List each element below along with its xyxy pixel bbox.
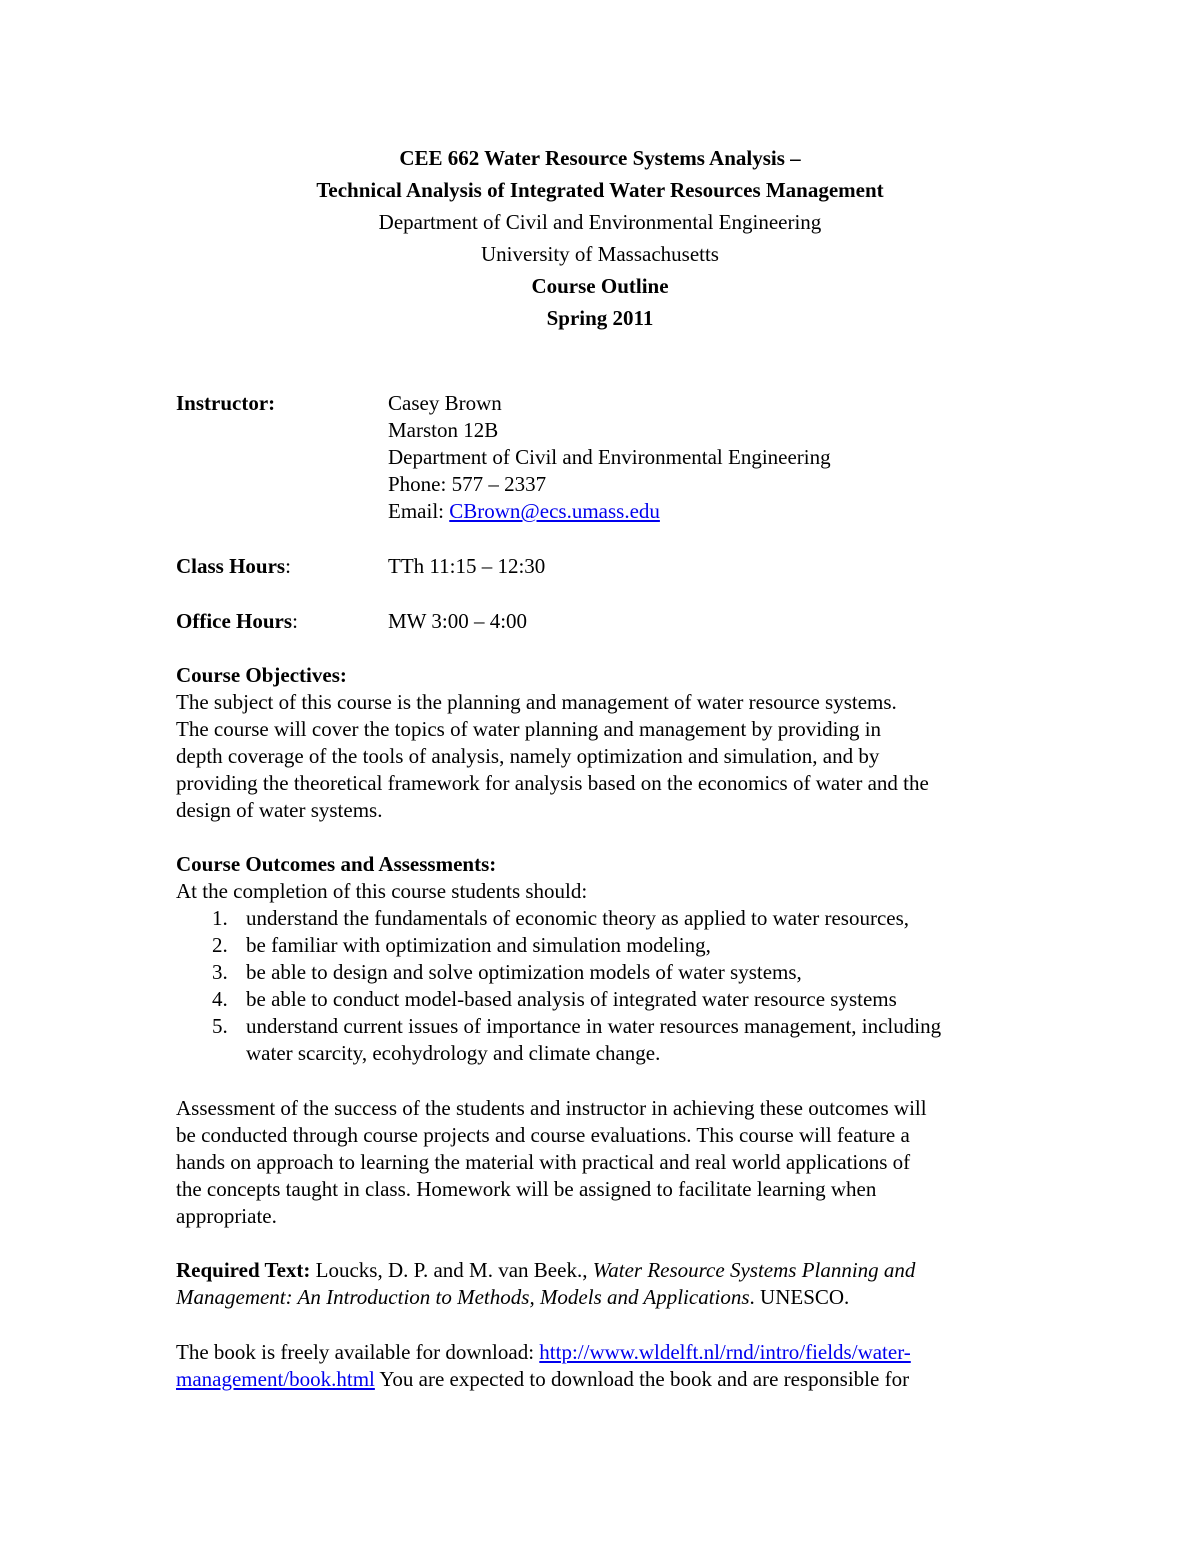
objectives-line: The subject of this course is the planning and management of water resource systems. <box>176 690 897 714</box>
assessment-line: appropriate. <box>176 1204 277 1228</box>
list-item: 1. understand the fundamentals of economic theory as applied to water resources, <box>212 906 910 930</box>
required-text-authors: Loucks, D. P. and M. van Beek., <box>310 1258 593 1282</box>
instructor-phone: Phone: 577 – 2337 <box>388 472 547 496</box>
instructor-email-link[interactable]: CBrown@ecs.umass.edu <box>449 499 660 523</box>
list-item: 5. understand current issues of importance in water resources management, including water scarcity, ecohydrology and climate change. <box>212 1014 942 1065</box>
outcomes-heading: Course Outcomes and Assessments: <box>176 852 497 876</box>
list-item: 2. be familiar with optimization and simulation modeling, <box>212 933 711 957</box>
required-text-publisher: . UNESCO. <box>749 1285 850 1309</box>
course-objectives <box>176 662 1036 824</box>
department: Department of Civil and Environmental Engineering <box>378 210 822 234</box>
document-type: Course Outline <box>531 274 669 298</box>
required-text-label: Required Text: <box>176 1258 311 1282</box>
objectives-line: depth coverage of the tools of analysis, namely optimization and simulation, and by <box>176 744 880 768</box>
required-text-title: Water Resource Systems Planning and <box>592 1258 916 1282</box>
class-hours-value: TTh 11:15 – 12:30 <box>388 554 546 578</box>
class-hours-label: Class Hours: <box>176 554 291 578</box>
course-outcomes <box>176 851 1036 1067</box>
objectives-line: The course will cover the topics of water planning and management by providing in <box>176 717 882 741</box>
email-label: Email: <box>388 499 450 523</box>
instructor-name: Casey Brown <box>388 391 502 415</box>
outcomes-list <box>176 905 1036 1067</box>
assessment-line: hands on approach to learning the material with practical and real world applications of <box>176 1150 911 1174</box>
book-download-link[interactable]: http://www.wldelft.nl/rnd/intro/fields/water- <box>539 1340 911 1364</box>
required-text <box>176 1257 1036 1311</box>
book-download-link-cont[interactable]: management/book.html <box>176 1367 375 1391</box>
list-item: 4. be able to conduct model-based analysis of integrated water resource systems <box>212 987 897 1011</box>
instructor-email-line <box>388 498 831 525</box>
instructor-label: Instructor: <box>176 391 276 415</box>
book-download-text: The book is freely available for download: <box>176 1340 540 1364</box>
book-download <box>176 1339 1036 1393</box>
assessment-paragraph <box>176 1095 1036 1230</box>
instructor-department: Department of Civil and Environmental Engineering <box>388 445 831 469</box>
course-title: CEE 662 Water Resource Systems Analysis – <box>399 146 801 170</box>
course-subtitle: Technical Analysis of Integrated Water Resources Management <box>316 178 884 202</box>
university: University of Massachusetts <box>481 242 719 266</box>
objectives-line: design of water systems. <box>176 798 383 822</box>
assessment-line: be conducted through course projects and course evaluations. This course will feature a <box>176 1123 910 1147</box>
assessment-line: the concepts taught in class. Homework will be assigned to facilitate learning when <box>176 1177 877 1201</box>
assessment-line: Assessment of the success of the students and instructor in achieving these outcomes will <box>176 1096 927 1120</box>
office-hours-label: Office Hours: <box>176 609 298 633</box>
required-text-title-cont: Management: An Introduction to Methods, Models and Applications <box>176 1285 750 1309</box>
outcomes-intro: At the completion of this course students should: <box>176 879 588 903</box>
list-item: 3. be able to design and solve optimization models of water systems, <box>212 960 802 984</box>
office-hours-value: MW 3:00 – 4:00 <box>388 609 528 633</box>
instructor-office: Marston 12B <box>388 418 499 442</box>
document-header <box>0 142 1200 334</box>
objectives-heading: Course Objectives: <box>176 663 347 687</box>
term: Spring 2011 <box>546 306 654 330</box>
objectives-line: providing the theoretical framework for analysis based on the economics of water and the <box>176 771 929 795</box>
book-download-after: You are expected to download the book and are responsible for <box>374 1367 910 1391</box>
